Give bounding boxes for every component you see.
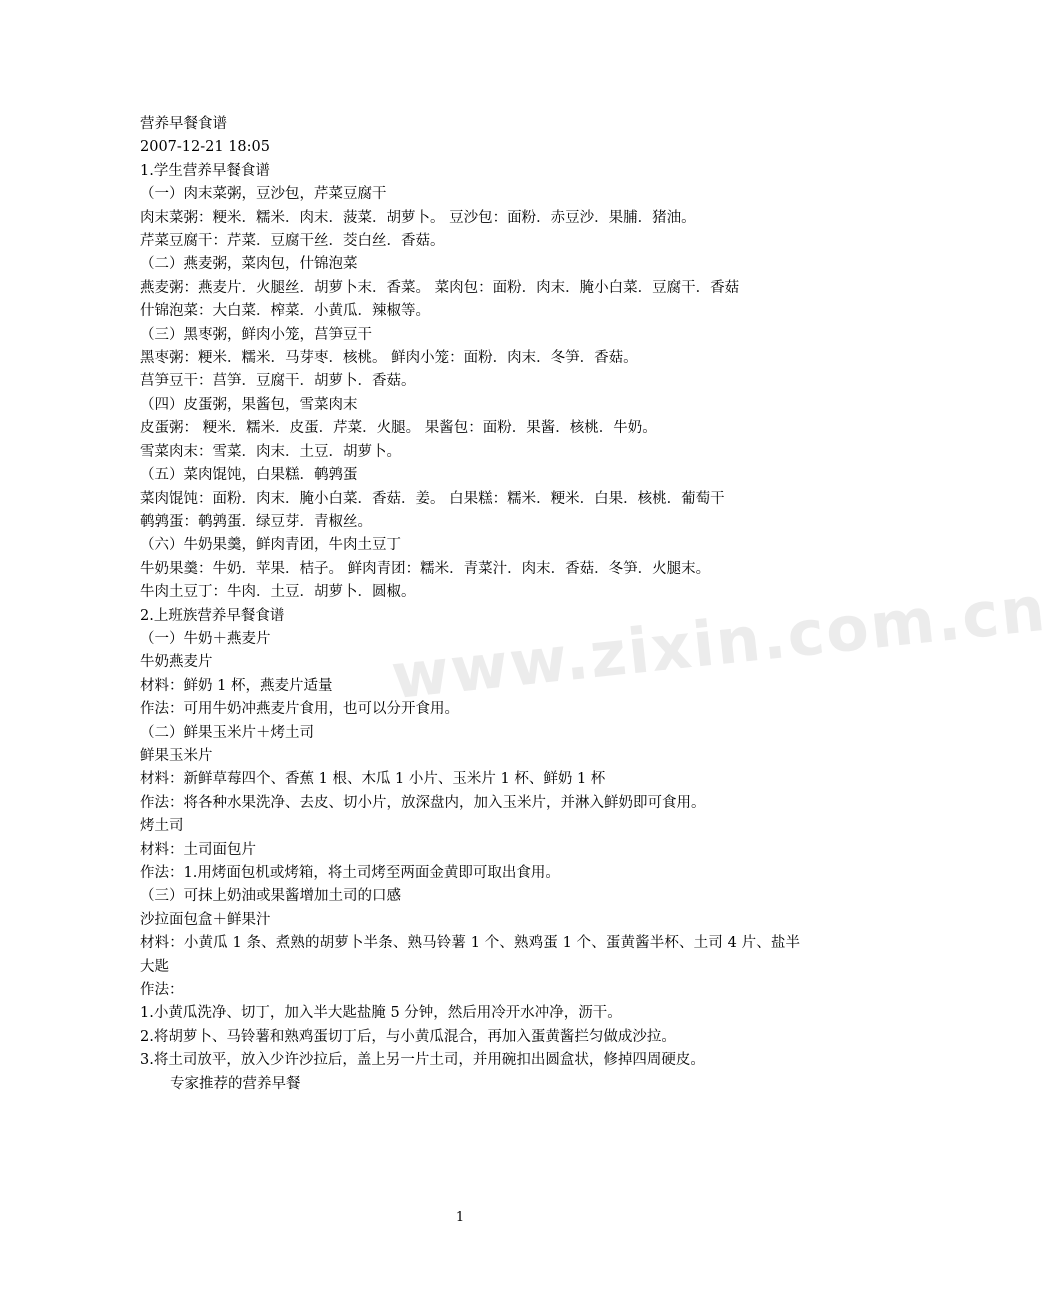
menu-line: 雪菜肉末：雪菜．肉末．土豆．胡萝卜。 bbox=[140, 443, 401, 460]
watermark-text: www.zixin.com.cn bbox=[387, 571, 1050, 714]
menu-line: 肉末菜粥：粳米．糯米．肉末．菠菜．胡萝卜。 豆沙包：面粉．赤豆沙．果脯．猪油。 bbox=[140, 209, 696, 226]
subsection-heading: 专家推荐的营养早餐 bbox=[170, 1075, 301, 1092]
menu-line: 什锦泡菜：大白菜．榨菜．小黄瓜．辣椒等。 bbox=[140, 303, 430, 320]
menu-line: 皮蛋粥： 粳米．糯米．皮蛋．芹菜．火腿。 果酱包：面粉．果酱．核桃．牛奶。 bbox=[140, 420, 657, 437]
menu-line: 燕麦粥：燕麦片．火腿丝．胡萝卜末．香菜。 菜肉包：面粉．肉末．腌小白菜．豆腐干．香菇 bbox=[140, 279, 740, 296]
menu-heading: （一）肉末菜粥，豆沙包，芹菜豆腐干 bbox=[140, 186, 387, 203]
recipe-name: 沙拉面包盒＋鲜果汁 bbox=[140, 911, 271, 928]
recipe-method: 作法：可用牛奶冲燕麦片食用，也可以分开食用。 bbox=[140, 701, 459, 718]
recipe-method: 作法：1.用烤面包机或烤箱，将土司烤至两面金黄即可取出食用。 bbox=[140, 865, 560, 881]
recipe-ingredients: 材料：小黄瓜 1 条、煮熟的胡萝卜半条、熟马铃薯 1 个、熟鸡蛋 1 个、蛋黄酱半杯、土司 4 片、盐半大匙 bbox=[140, 935, 800, 975]
menu-line: 牛肉土豆丁：牛肉．土豆．胡萝卜．圆椒。 bbox=[140, 584, 416, 601]
recipe-name: 鲜果玉米片 bbox=[140, 747, 213, 764]
recipe-ingredients: 材料：土司面包片 bbox=[140, 841, 256, 858]
menu-line: 鹌鹑蛋：鹌鹑蛋．绿豆芽．青椒丝。 bbox=[140, 513, 372, 530]
recipe-name: 牛奶燕麦片 bbox=[140, 654, 213, 671]
document-body bbox=[140, 113, 800, 1096]
menu-heading: （四）皮蛋粥，果酱包，雪菜肉末 bbox=[140, 396, 358, 413]
recipe-name: 烤土司 bbox=[140, 818, 184, 835]
menu-line: 菜肉馄饨：面粉．肉末．腌小白菜．香菇．姜。 白果糕：糯米．粳米．白果．核桃．葡萄干 bbox=[140, 490, 725, 507]
recipe-step: 2.将胡萝卜、马铃薯和熟鸡蛋切丁后，与小黄瓜混合，再加入蛋黄酱拦匀做成沙拉。 bbox=[140, 1028, 676, 1045]
menu-line: 莒笋豆干：莒笋．豆腐干．胡萝卜．香菇。 bbox=[140, 373, 416, 390]
recipe-method-label: 作法： bbox=[140, 982, 184, 999]
menu-line: 黑枣粥：粳米．糯米．马芽枣．核桃。 鲜肉小笼：面粉．肉末．冬笋．香菇。 bbox=[140, 350, 638, 367]
menu-heading: （二）燕麦粥，菜肉包，什锦泡菜 bbox=[140, 256, 358, 273]
menu-heading: （二）鲜果玉米片＋烤土司 bbox=[140, 724, 314, 741]
menu-heading: （一）牛奶＋燕麦片 bbox=[140, 630, 271, 647]
recipe-ingredients: 材料：新鲜草莓四个、香蕉 1 根、木瓜 1 小片、玉米片 1 杯、鲜奶 1 杯 bbox=[140, 771, 606, 788]
menu-heading: （三）可抹上奶油或果酱增加土司的口感 bbox=[140, 888, 401, 905]
recipe-method: 作法：将各种水果洗净、去皮、切小片，放深盘内，加入玉米片，并淋入鲜奶即可食用。 bbox=[140, 794, 706, 811]
recipe-step: 1.小黄瓜洗净、切丁，加入半大匙盐腌 5 分钟，然后用冷开水冲净，沥干。 bbox=[140, 1005, 622, 1022]
menu-line: 牛奶果羹：牛奶．苹果．桔子。 鲜肉青团：糯米．青菜汁．肉末．香菇．冬笋．火腿末。 bbox=[140, 560, 711, 577]
menu-heading: （六）牛奶果羹，鲜肉青团，牛肉土豆丁 bbox=[140, 537, 401, 554]
menu-line: 芹菜豆腐干：芹菜．豆腐干丝．茭白丝．香菇。 bbox=[140, 233, 445, 250]
section-heading: 1.学生营养早餐食谱 bbox=[140, 162, 270, 179]
recipe-step: 3.将土司放平，放入少许沙拉后，盖上另一片土司，并用碗扣出圆盒状，修掉四周硬皮。 bbox=[140, 1052, 705, 1069]
menu-heading: （三）黑枣粥，鲜肉小笼，莒笋豆干 bbox=[140, 326, 372, 343]
document-title: 营养早餐食谱 bbox=[140, 116, 227, 132]
recipe-ingredients: 材料：鲜奶 1 杯，燕麦片适量 bbox=[140, 677, 333, 694]
menu-heading: （五）菜肉馄饨，白果糕．鹌鹑蛋 bbox=[140, 467, 358, 484]
section-heading: 2.上班族营养早餐食谱 bbox=[140, 607, 285, 624]
page-number: 1 bbox=[455, 1210, 465, 1225]
document-datetime: 2007-12-21 18:05 bbox=[140, 139, 270, 156]
